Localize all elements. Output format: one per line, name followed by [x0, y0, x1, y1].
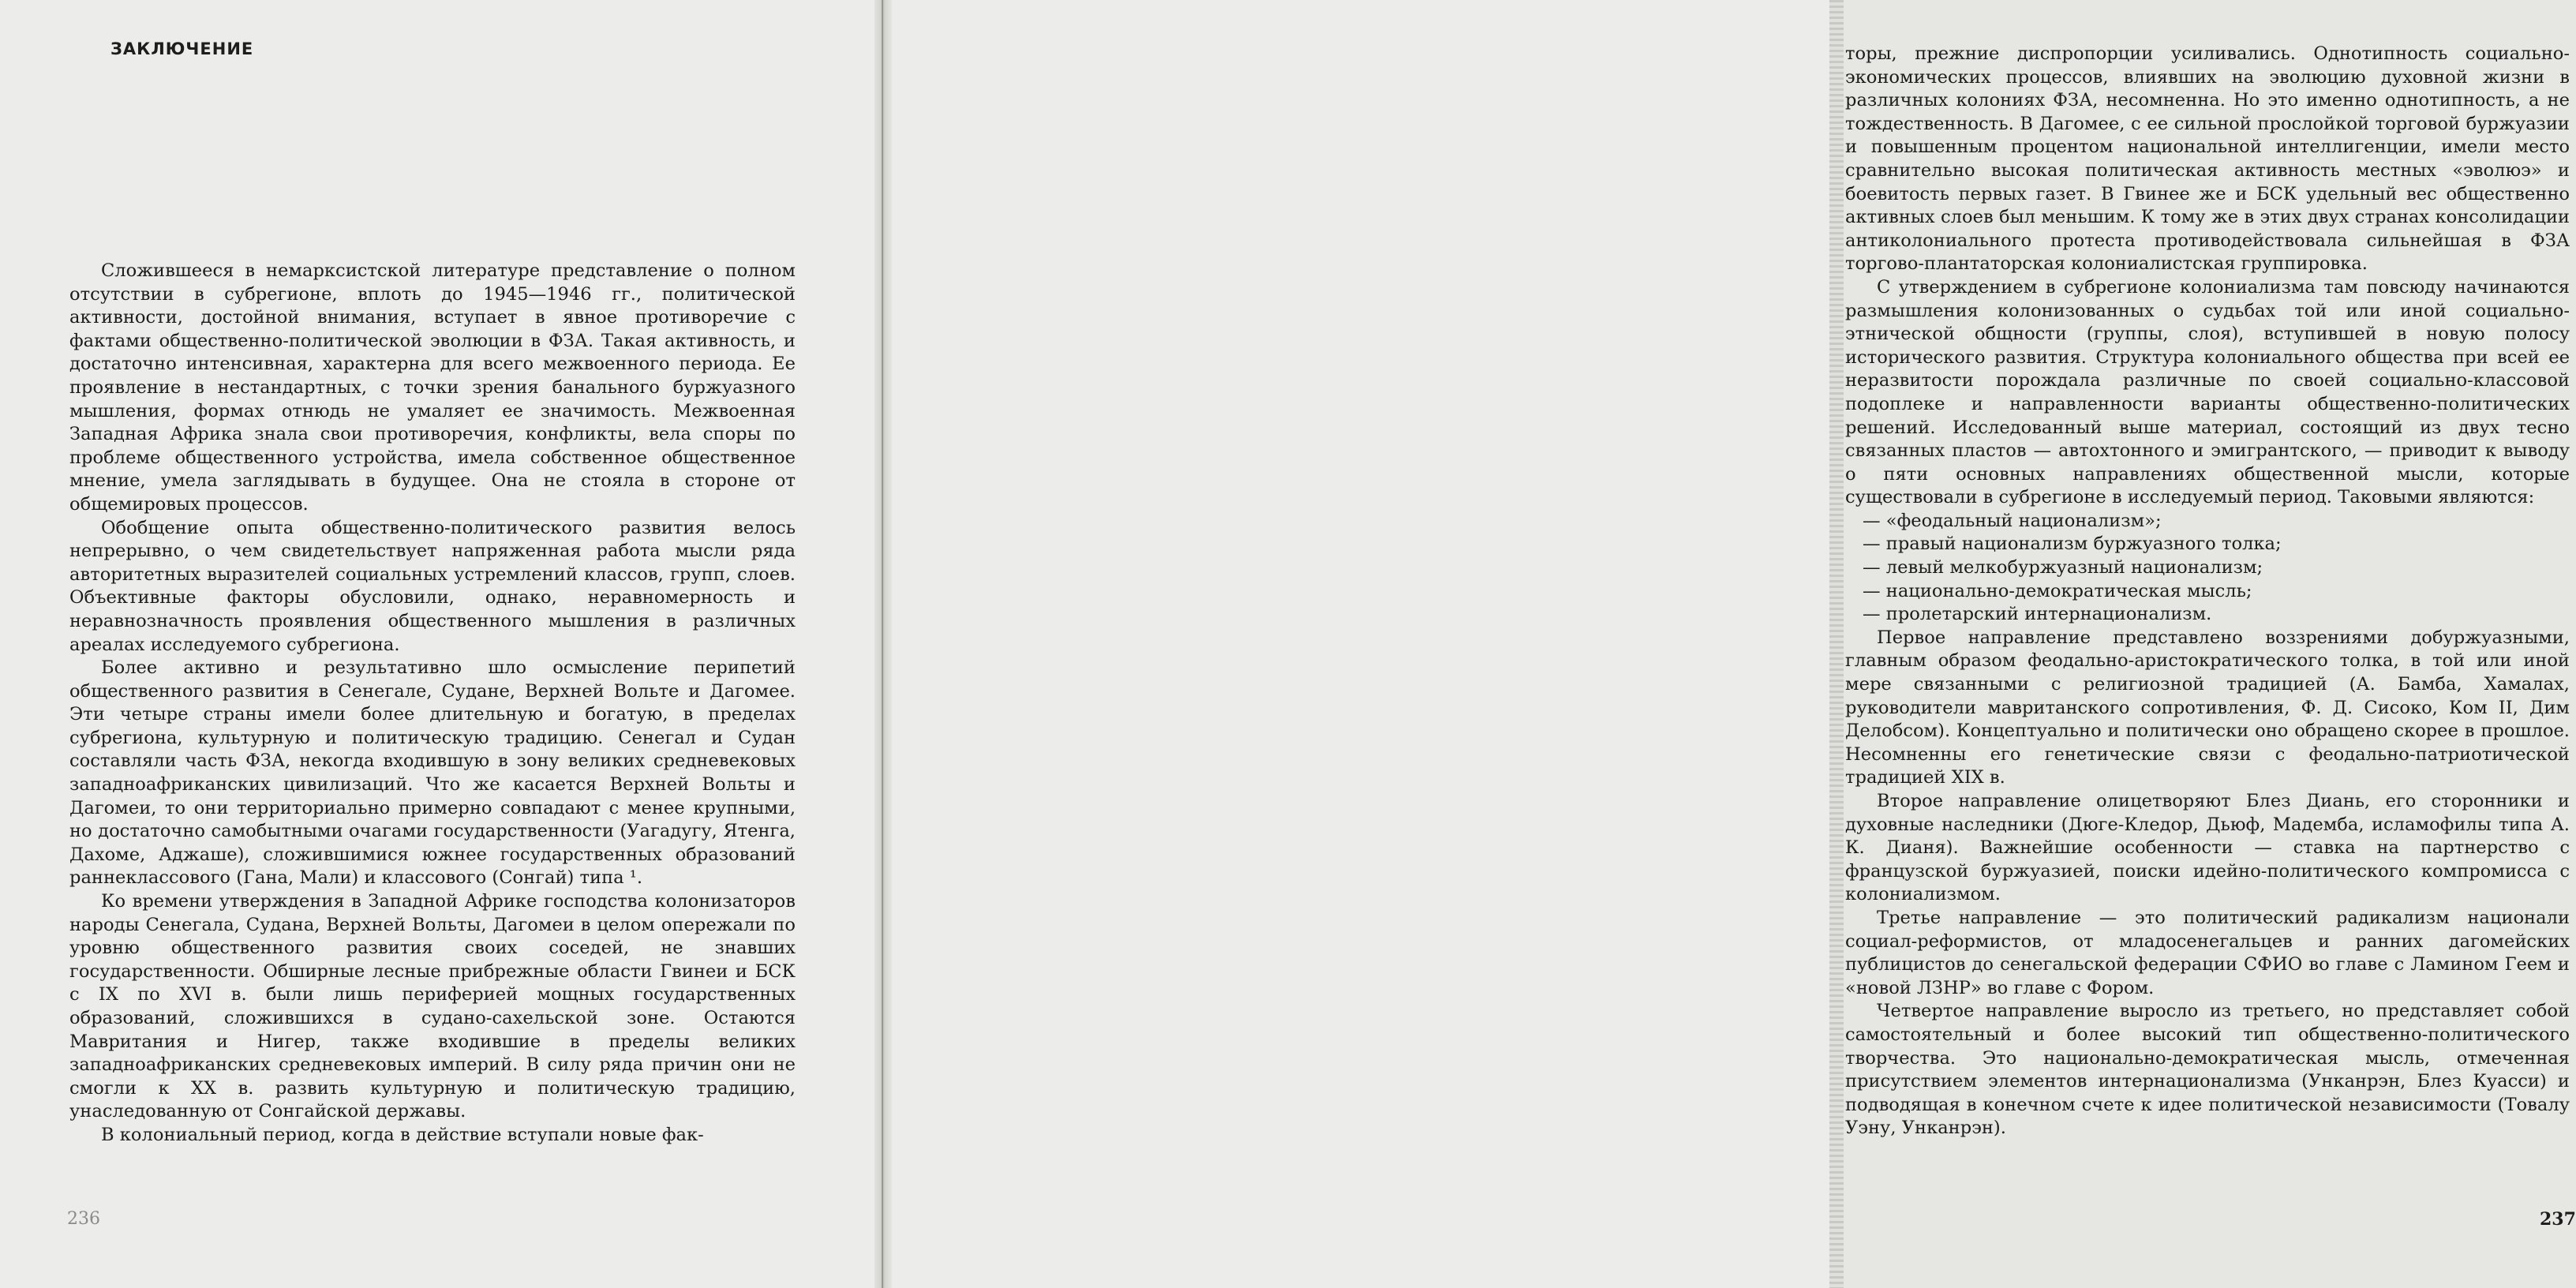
paragraph: Ко времени утверждения в Западной Африке господства колонизаторов народы Сенегала, Судана, Верхней Вольты, Дагомеи в целом опережали по уровню общественного развития своих соседей, не знавших государственности. Обширные лесные прибрежные области Гвинеи и БСК с IX по XVI в. были лишь периферией мощных государственных образований, сложившихся в судано-сахельской зоне. Остаются Мавритания и Нигер, также входившие в пределы великих западноафриканских средневековых империй. В силу ряда причин они не смогли к XX в. развить культурную и политическую традицию, унаследованную от Сонгайской державы. — [69, 891, 796, 1122]
paragraph: Сложившееся в немарксистской литературе представление о полном отсутствии в субрегионе, вплоть до 1945—1946 гг., политической активности, достойной внимания, вступает в явное противоречие с фактами общественно-политической эволюции в ФЗА. Такая активность, и достаточно интенсивная, характерна для всего межвоенного периода. Ее проявление в нестандартных, с точки зрения банального буржуазного мышления, формах отнюдь не умаляет ее значимость. Межвоенная Западная Африка знала свои противоречия, конфликты, вела споры по проблеме общественного устройства, имела собственное общественное мнение, умела заглядывать в будущее. Она не стояла в стороне от общемировых процессов. — [69, 260, 796, 515]
page-edge — [1829, 0, 1844, 1288]
gutter-fold-line — [882, 0, 883, 1288]
right-page-text — [1845, 43, 2570, 1140]
paragraph: Четвертое направление выросло из третьего, но представляет собой самостоятельный и более высокий тип общественно-политического творчества. Это национально-демократическая мысль, отмеченная присутствием элементов интернационализма (Унканрэн, Блез Куасси) и подводящая в конечном счете к идее политической независимости (Товалу Уэну, Унканрэн). — [1845, 1001, 2570, 1139]
right-page — [882, 0, 2576, 1288]
left-page — [0, 0, 882, 1288]
book-gutter — [874, 0, 892, 1288]
paragraph: Второе направление олицетворяют Блез Диань, его сторонники и духовные наследники (Дюге-Кледор, Дьюф, Мадемба, исламофилы типа А. К. Дианя). Важнейшие особенности — ставка на партнерство с французской буржуазией, поиски идейно-политического компромисса с колониализмом. — [1845, 791, 2570, 905]
continued-paragraph: торы, прежние диспропорции усиливались. Однотипность социально-экономических процессов, влиявших на эволюцию духовной жизни в различных колониях ФЗА, несомненна. Но это именно однотипность, а не тождественность. В Дагомее, с ее сильной прослойкой торговой буржуазии и повышенным процентом национальной интеллигенции, имели место сравнительно высокая политическая активность местных «эволюэ» и боевитость первых газет. В Гвинее же и БСК удельный вес общественно активных слоев был меньшим. К тому же в этих двух странах консолидации антиколониального протеста противодействовала сильнейшая в ФЗА торгово-плантаторская колониалистская группировка. — [1845, 43, 2570, 275]
list-item: — левый мелкобуржуазный национализм; — [1845, 556, 2570, 580]
paragraph: Третье направление — это политический радикализм национали социал-реформистов, от младосенегальцев и ранних дагомейских публицистов до сенегальской федерации СФИО во главе с Ламином Геем и «новой ЛЗНР» во главе с Фором. — [1845, 907, 2570, 998]
directions-list — [1845, 510, 2570, 627]
list-item: — национально-демократическая мысль; — [1845, 580, 2570, 604]
paragraph: Обобщение опыта общественно-политического развития велось непрерывно, о чем свидетельствует напряженная работа мысли ряда авторитетных выразителей социальных устремлений классов, групп, слоев. Объективные факторы обусловили, однако, неравномерность и неравнозначность проявления общественного мышления в различных ареалах исследуемого субрегиона. — [69, 517, 796, 655]
page-number-left: 236 — [67, 1209, 100, 1229]
paragraph: С утверждением в субрегионе колониализма там повсюду начинаются размышления колонизованных о судьбах той или иной социально-этнической общности (группы, слоя), вступившей в новую полосу исторического развития. Структура колониального общества при всей ее неразвитости порождала различные по своей социально-классовой подоплеке и направленности варианты общественно-политических решений. Исследованный выше материал, состоящий из двух тесно связанных пластов — автохтонного и эмигрантского, — приводит к выводу о пяти основных направлениях общественной мысли, которые существовали в субрегионе в исследуемый период. Таковыми являются: — [1845, 276, 2570, 508]
list-item: — пролетарский интернационализм. — [1845, 603, 2570, 627]
list-item: — «феодальный национализм»; — [1845, 510, 2570, 534]
paragraph: В колониальный период, когда в действие вступали новые фак- — [101, 1124, 704, 1145]
list-item: — правый национализм буржуазного толка; — [1845, 533, 2570, 556]
paragraph: Первое направление представлено воззрениями добуржуазными, главным образом феодально-аристократического толка, в той или иной мере связанными с религиозной традицией (А. Бамба, Хамалах, руководители мавританского сопротивления, Ф. Д. Сисоко, Ком II, Дим Делобсом). Концептуально и политически оно обращено скорее в прошлое. Несомненны его генетические связи с феодально-патриотической традицией XIX в. — [1845, 627, 2570, 788]
paragraph: Более активно и результативно шло осмысление перипетий общественного развития в Сенегале, Судане, Верхней Вольте и Дагомее. Эти четыре страны имели более длительную и богатую, в пределах субрегиона, культурную и политическую традицию. Сенегал и Судан составляли часть ФЗА, некогда входившую в зону великих средневековых западноафриканских цивилизаций. Что же касается Верхней Вольты и Дагомеи, то они территориально примерно совпадают с менее крупными, но достаточно самобытными очагами государственности (Уагадугу, Ятенга, Дахоме, Аджаше), сложившимися южнее государственных образований раннеклассового (Гана, Мали) и классового (Сонгай) типа ¹. — [69, 657, 796, 889]
page-number-right: 237 — [2540, 1209, 2576, 1230]
left-page-text — [69, 260, 796, 1148]
chapter-heading: ЗАКЛЮЧЕНИЕ — [110, 39, 254, 58]
